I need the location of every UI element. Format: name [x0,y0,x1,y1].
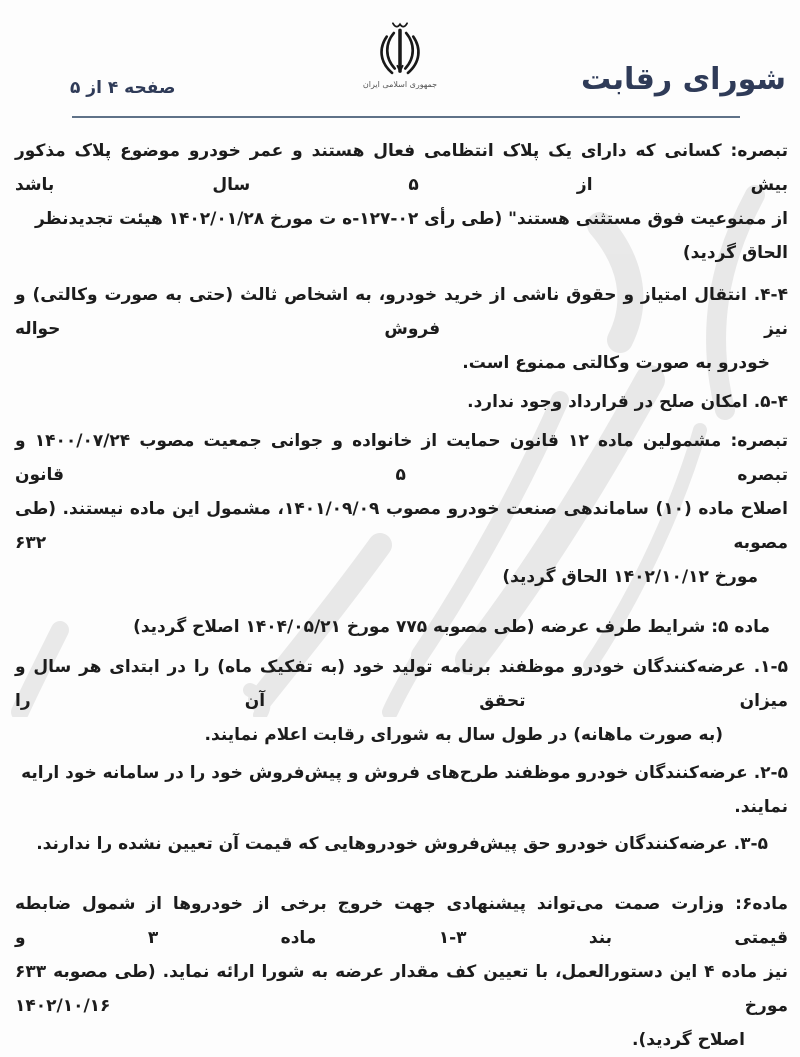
paragraph [15,385,788,419]
document-line: ۵‏-‏۲. عرضه‌کنندگان خودرو موظفند طرح‌های فروش و پیش‌فروش خود را در سامانه خود ارایه نمایند. [21,763,788,817]
paragraph [15,756,788,824]
page-title: شورای رقابت [580,62,786,97]
paragraph [15,134,788,270]
paragraph [15,827,788,861]
page-number-label: صفحه ۴ از ۵ [70,78,176,98]
document-line: خودرو به صورت وکالتی ممنوع است. [462,353,770,373]
document-line: ۴‏-‏۵. امکان صلح در قرارداد وجود ندارد. [467,392,788,412]
document-line: ۵‏-‏۳. عرضه‌کنندگان خودرو حق پیش‌فروش خودروهایی که قیمت آن تعیین نشده را ندارند. [36,834,768,854]
paragraph [15,424,788,594]
document-line: اصلاح گردید). [632,1030,745,1050]
paragraph [15,887,788,1057]
iran-national-emblem-icon [372,18,428,80]
document-line: اصلاح ماده (۱۰) ساماندهی صنعت خودرو مصوب ۱۴۰۱/۰۹/۰۹، مشمول این ماده نیستند. (طی مصوبه ۶۳۲ [15,499,788,553]
document-line: از ممنوعیت فوق مستثنی هستند" (طی رأی ۰۲-۱۲۷-ه ت مورخ ۱۴۰۲/۰۱/۲۸ هیئت تجدیدنظر الحاق گردید) [34,209,788,263]
document-line: تبصره: کسانی که دارای یک پلاک انتظامی فعال هستند و عمر خودرو موضوع پلاک مذکور بیش از ۵ سال باشد [15,141,788,195]
document-body [0,124,800,1057]
document-line: ۵‏-‏۱. عرضه‌کنندگان خودرو موظفند برنامه تولید خود (به تفکیک ماه) را در ابتدای هر سال و میزان تحقق آن را [15,657,788,711]
document-line: ماده ۵: شرایط طرف عرضه (طی مصوبه ۷۷۵ مورخ ۱۴۰۴/۰۵/۲۱ اصلاح گردید) [133,617,770,637]
document-line: ماده۶: وزارت صمت می‌تواند پیشنهادی جهت خروج برخی از خودروها از شمول ضابطه قیمتی بند ۳‏-‏۱ ماده ۳ و [15,894,788,948]
header-divider [72,116,740,118]
document-line: نیز ماده ۴ این دستورالعمل، با تعیین کف مقدار عرضه به شورا ارائه نماید. (طی مصوبه ۶۳۳ مورخ ۱۴۰۲/۱۰/۱۶ [15,962,789,1016]
document-line: تبصره: مشمولین ماده ۱۲ قانون حمایت از خانواده و جوانی جمعیت مصوب ۱۴۰۰/۰۷/۲۴ و تبصره ۵ قانون [15,431,789,485]
emblem-caption: جمهوری اسلامی ایران [362,80,438,89]
paragraph [15,610,788,644]
document-line: مورخ ۱۴۰۲/۱۰/۱۲ الحاق گردید) [502,567,758,587]
paragraph [15,278,788,380]
document-line: (به صورت ماهانه) در طول سال به شورای رقابت اعلام نمایند. [204,725,723,745]
paragraph [15,650,788,752]
document-line: ۴‏-‏۴. انتقال امتیاز و حقوق ناشی از خرید خودرو، به اشخاص ثالث (حتی به صورت وکالتی) و نیز فروش حواله [15,285,788,339]
